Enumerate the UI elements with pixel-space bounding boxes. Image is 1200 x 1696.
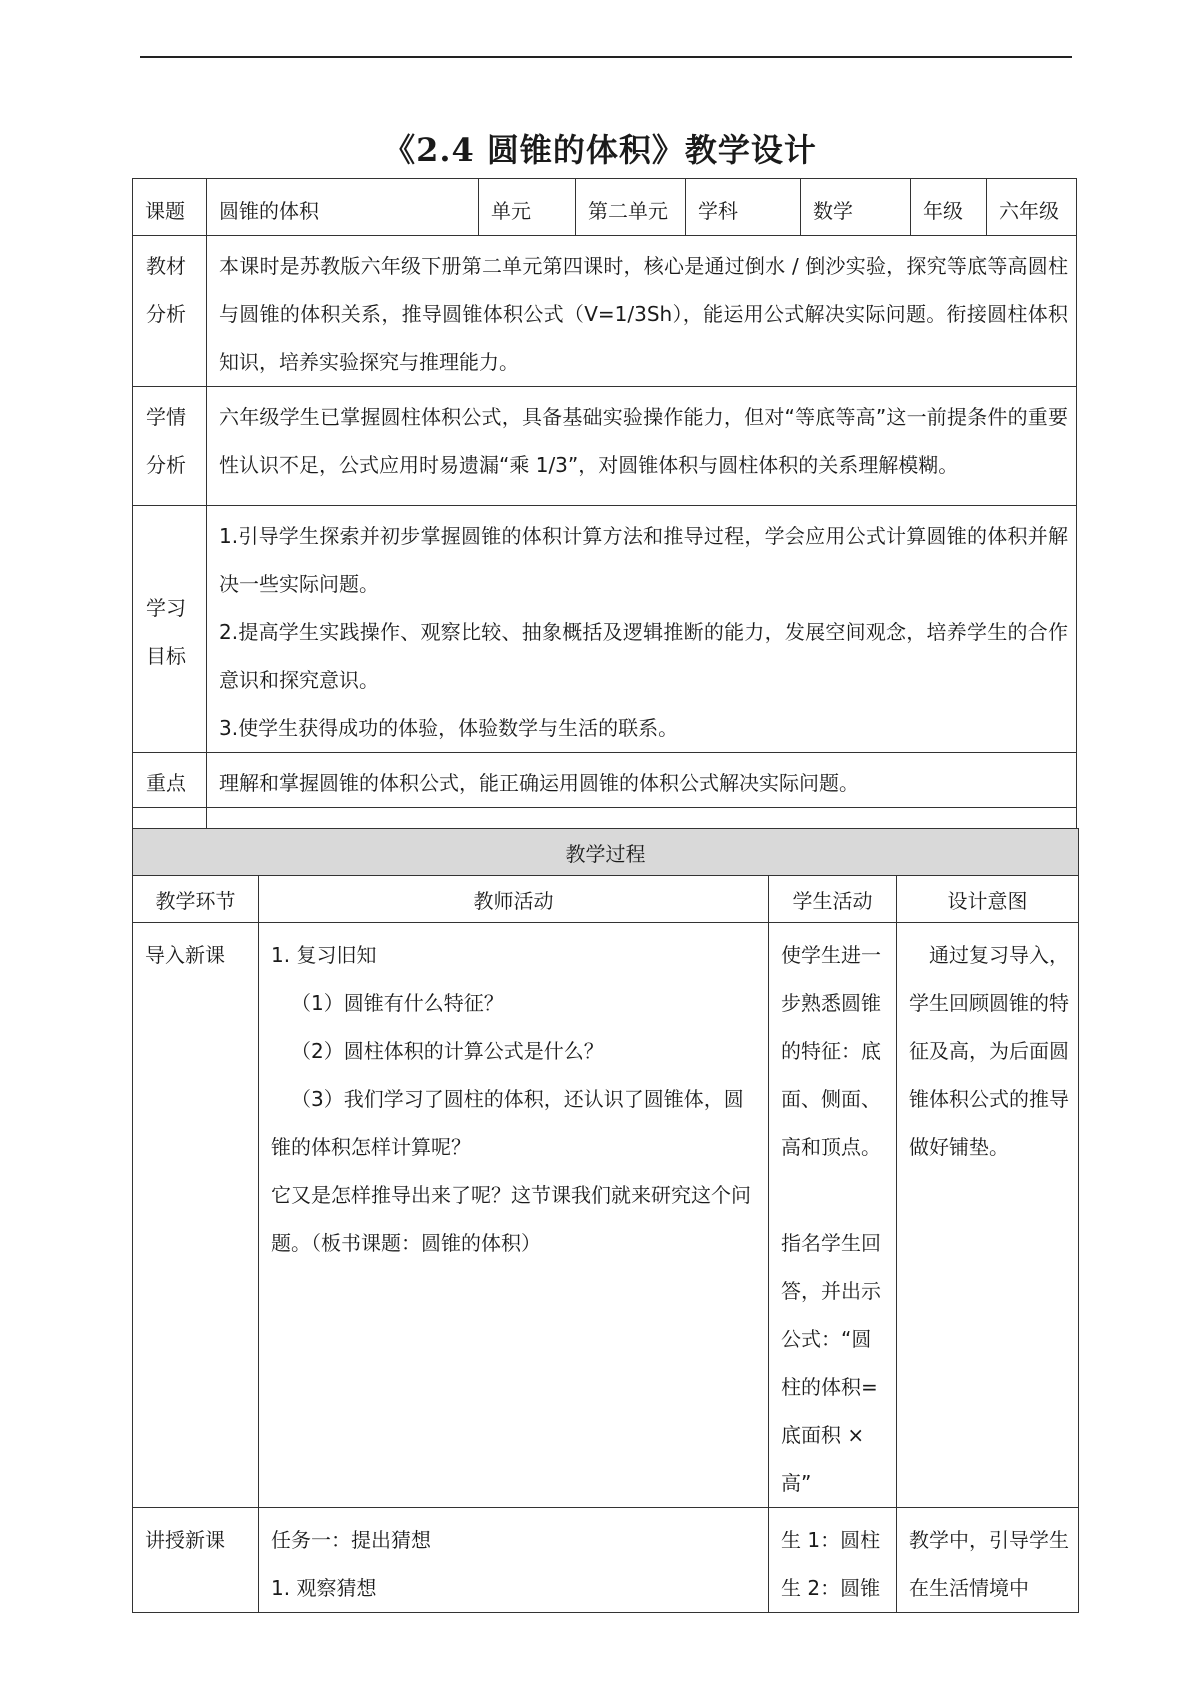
- teacher-line: 任务一：提出猜想: [271, 1528, 431, 1552]
- stage-intro: 导入新课: [133, 923, 259, 1508]
- students-analysis: 六年级学生已掌握圆柱体积公式，具备基础实验操作能力，但对“等底等高”这一前提条件的重要性认识不足，公式应用时易遗漏“乘 1/3”，对圆锥体积与圆柱体积的关系理解模糊。: [207, 387, 1077, 506]
- stage-new: 讲授新课: [133, 1508, 259, 1613]
- students-label: [133, 387, 207, 506]
- goal-item: 2.提高学生实践操作、观察比较、抽象概括及逻辑推断的能力，发展空间观念，培养学生的合作意识和探究意识。: [219, 620, 1068, 692]
- teacher-line: （1）圆锥有什么特征？: [291, 991, 504, 1015]
- spacer: [781, 1171, 890, 1219]
- header-student: 学生活动: [769, 876, 897, 923]
- teacher-activity-intro: [259, 923, 769, 1508]
- material-analysis: 本课时是苏教版六年级下册第二单元第四课时，核心是通过倒水 / 倒沙实验，探究等底等高圆柱与圆锥的体积关系，推导圆锥体积公式（V=1/3Sh），能运用公式解决实际问题。衔接圆柱体积知识，培养实验探究与推理能力。: [207, 236, 1077, 387]
- goal-item: 1.引导学生探索并初步掌握圆锥的体积计算方法和推导过程，学会应用公式计算圆锥的体积并解决一些实际问题。: [219, 524, 1068, 596]
- unit-value: 第二单元: [576, 179, 686, 236]
- student-line: 生 2：圆锥: [781, 1576, 881, 1600]
- student-line: 生 1：圆柱: [781, 1528, 881, 1552]
- key-point: 理解和掌握圆锥的体积公式，能正确运用圆锥的体积公式解决实际问题。: [207, 753, 1077, 808]
- student-line: 使学生进一步熟悉圆锥的特征：底面、侧面、高和顶点。: [781, 943, 881, 1159]
- goals-label-line2: 目标: [146, 644, 186, 668]
- subject-value: 数学: [801, 179, 911, 236]
- lesson-label: 课题: [133, 179, 207, 236]
- goals-label: [133, 506, 207, 753]
- learning-goals: [207, 506, 1077, 753]
- design-intent-intro: [897, 923, 1079, 1508]
- student-line: 指名学生回答，并出示公式：“圆柱的体积=底面积 ×高”: [781, 1231, 881, 1495]
- student-activity-intro: [769, 923, 897, 1508]
- teacher-line: 1. 复习旧知: [271, 943, 377, 967]
- grade-value: 六年级: [987, 179, 1077, 236]
- students-label-line2: 分析: [146, 453, 186, 477]
- students-label-line1: 学情: [146, 405, 186, 429]
- subject-label: 学科: [686, 179, 801, 236]
- intent-text: 通过复习导入，学生回顾圆锥的特征及高，为后面圆锥体积公式的推导做好铺垫。: [909, 943, 1069, 1159]
- teacher-line: （3）我们学习了圆柱的体积，还认识了圆锥体，圆锥的体积怎样计算呢？: [271, 1087, 744, 1159]
- header-teacher: 教师活动: [259, 876, 769, 923]
- teacher-activity-new: [259, 1508, 769, 1613]
- lesson-info-table: [132, 178, 1077, 863]
- teacher-line: （2）圆柱体积的计算公式是什么？: [291, 1039, 604, 1063]
- design-intent-new: 教学中，引导学生在生活情境中: [897, 1508, 1079, 1613]
- student-activity-new: [769, 1508, 897, 1613]
- header-rule: [140, 56, 1072, 58]
- unit-label: 单元: [479, 179, 576, 236]
- process-band: 教学过程: [133, 829, 1079, 876]
- grade-label: 年级: [911, 179, 987, 236]
- goal-item: 3.使学生获得成功的体验，体验数学与生活的联系。: [219, 716, 679, 740]
- material-label-line1: 教材: [146, 254, 186, 278]
- key-point-label: 重点: [133, 753, 207, 808]
- teacher-line: 1. 观察猜想: [271, 1576, 377, 1600]
- document-title: 《2.4 圆锥的体积》教学设计: [383, 131, 817, 169]
- material-label: [133, 236, 207, 387]
- lesson-value: 圆锥的体积: [207, 179, 479, 236]
- header-intent: 设计意图: [897, 876, 1079, 923]
- header-stage: 教学环节: [133, 876, 259, 923]
- material-label-line2: 分析: [146, 302, 186, 326]
- goals-label-line1: 学习: [146, 596, 186, 620]
- teacher-line: 它又是怎样推导出来了呢？这节课我们就来研究这个问题。（板书课题：圆锥的体积）: [271, 1183, 751, 1255]
- teaching-process-table: [132, 828, 1079, 1613]
